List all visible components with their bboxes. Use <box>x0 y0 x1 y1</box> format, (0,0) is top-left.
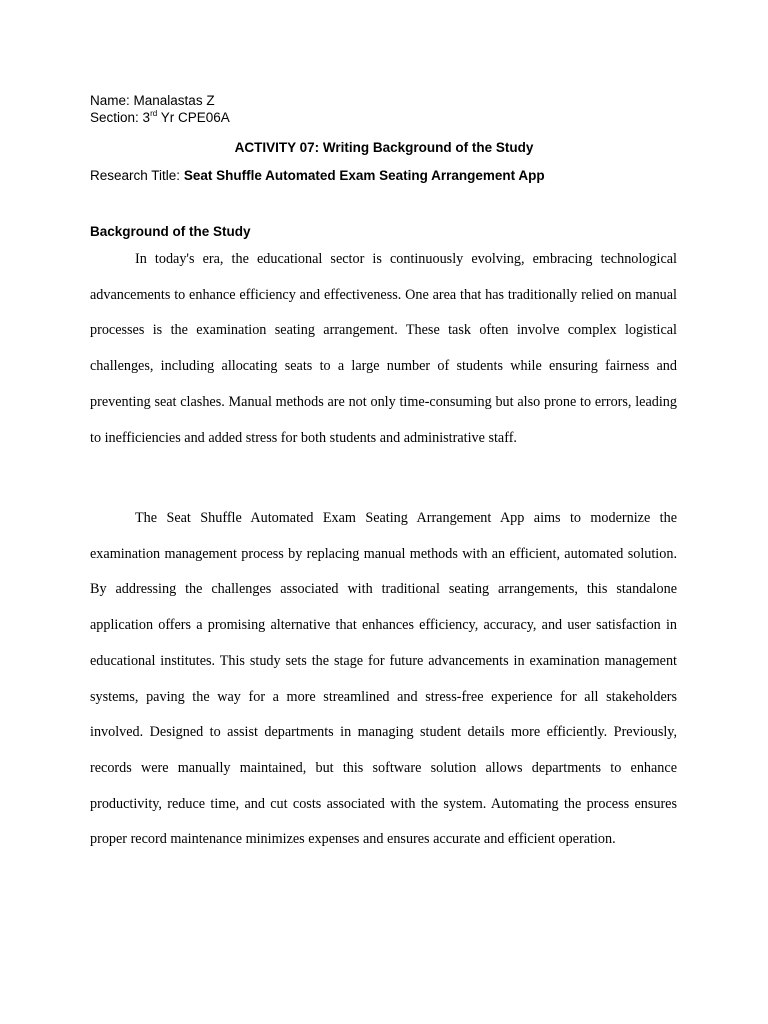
section-year-number: 3 <box>142 110 151 125</box>
research-title-line <box>90 167 545 184</box>
activity-title: ACTIVITY 07: Writing Background of the Study <box>234 140 534 155</box>
section-heading: Background of the Study <box>90 224 251 239</box>
section-rest: Yr CPE06A <box>160 110 230 125</box>
research-title-value: Seat Shuffle Automated Exam Seating Arrangement App <box>183 168 545 183</box>
student-name-line <box>90 92 215 109</box>
name-label: Name: <box>90 93 130 108</box>
research-title-label: Research Title: <box>90 168 181 183</box>
section-label: Section: <box>90 110 139 125</box>
section-line <box>90 109 230 126</box>
paragraph-1: In today's era, the educational sector is continuously evolving, embracing technological advancements to enhance efficiency and effectiveness. One area that has traditionally relied on manual processes is the examination seating arrangement. These task often involve complex logistical challenges, including allocating seats to a large number of students while ensuring fairness and preventing seat clashes. Manual methods are not only time-consuming but also prone to errors, leading to inefficiencies and added stress for both students and administrative staff. <box>90 251 677 446</box>
paragraph-2: The Seat Shuffle Automated Exam Seating Arrangement App aims to modernize the examination management process by replacing manual methods with an efficient, automated solution. By addressing the challenges associated with traditional seating arrangements, this standalone application offers a promising alternative that enhances efficiency, accuracy, and user satisfaction in educational institutes. This study sets the stage for future advancements in examination management systems, paving the way for a more streamlined and stress-free experience for all stakeholders involved. Designed to assist departments in managing student details more efficiently. Previously, records were manually maintained, but this software solution allows departments to enhance productivity, reduce time, and cut costs associated with the system. Automating the process ensures proper record maintenance minimizes expenses and ensures accurate and efficient operation. <box>90 510 677 848</box>
name-value: Manalastas Z <box>133 93 215 108</box>
section-year-suffix: rd <box>150 108 158 118</box>
